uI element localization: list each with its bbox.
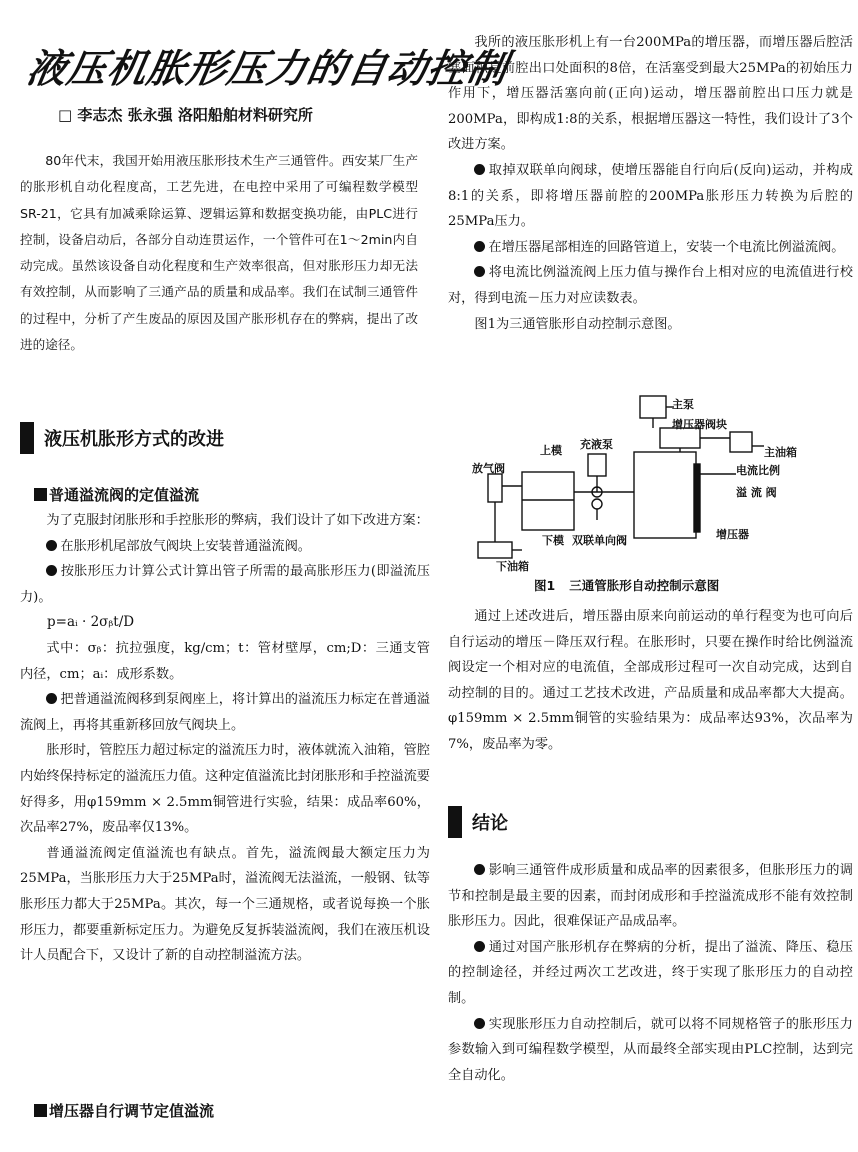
bullet-dot — [474, 241, 485, 252]
die-box — [522, 472, 574, 530]
subsection-1-body — [20, 508, 430, 969]
label-booster-valve-block: 增压器阀块 — [672, 418, 727, 431]
author-mark: □ — [58, 106, 73, 124]
subsection-heading-1 — [34, 484, 199, 505]
subsection-2-body — [448, 30, 853, 337]
paragraph: 普通溢流阀定值溢流也有缺点。首先，溢流阀最大额定压力为25MPa，当胀形压力大于25MPa时，溢流阀无法溢流，一般钢、钛等胀形压力都大于25MPa。其次，每一个三通规格，或者说每换一个胀形压力，都要重新标定压力。为避免反复拆装溢流阀，我们在液压机设计人员配合下，又设计了新的自动控制溢流方法。 — [20, 845, 430, 964]
subsection-title: 普通溢流阀的定值溢流 — [49, 486, 200, 504]
main-tank-box — [730, 432, 752, 452]
article-title: 液压机胀形压力的自动控制 — [23, 47, 512, 92]
booster-valve-block-box — [660, 428, 700, 448]
section-heading-1 — [20, 422, 224, 454]
bullet-item: 取掉双联单向阀球，使增压器能自行向后(反向)运动，并构成8:1的关系，即将增压器前腔的200MPa胀形压力转换为后腔的25MPa压力。 — [448, 162, 853, 230]
bullet-dot — [474, 266, 485, 277]
label-lower-tank: 下油箱 — [496, 560, 529, 572]
bullet-item: 实现胀形压力自动控制后，就可以将不同规格管子的胀形压力参数输入到可编程数学模型，从而最终全部实现由PLC控制，达到完全自动化。 — [448, 1016, 853, 1083]
vent-valve-box — [488, 474, 502, 502]
section-title: 结论 — [472, 813, 508, 834]
section-bar — [20, 422, 34, 454]
author-line — [58, 104, 313, 125]
label-main-pump: 主泵 — [672, 398, 694, 411]
bullet-item: 影响三通管件成形质量和成品率的因素很多，但胀形压力的调节和控制是最主要的因素，而封闭成形和手控溢流成形不能有效控制胀形压力。因此，很难保证产品成品率。 — [448, 863, 853, 930]
paragraph: 图1为三通管胀形自动控制示意图。 — [474, 316, 681, 332]
bullet-item: 通过对国产胀形机存在弊病的分析，提出了溢流、降压、稳压的控制途径，并经过两次工艺改进，终于实现了胀形压力的自动控制。 — [448, 939, 853, 1006]
section-bar — [448, 806, 462, 838]
fill-pump-box — [588, 454, 606, 476]
bullet-item: 按胀形压力计算公式计算出管子所需的最高胀形压力(即溢流压力)。 — [20, 564, 430, 605]
lower-tank-box — [478, 542, 512, 558]
label-proportional-valve-2: 溢 流 阀 — [736, 486, 777, 499]
paragraph: 通过上述改进后，增压器由原来向前运动的单行程变为也可向后自行运动的增压－降压双行程。在胀形时，只要在操作时给比例溢流阀设定一个相对应的电流值，全部成形过程可一次自动完成，达到自动控制的目的。通过工艺技术改进，产品质量和成品率都大大提高。φ159mm × 2.5mm铜管的实验结果为：成品率达93%，次品率为7%，废品率为零。 — [448, 609, 853, 752]
label-proportional-valve-1: 电流比例 — [736, 464, 780, 477]
bullet-dot — [474, 864, 485, 875]
paragraph: 胀形时，管腔压力超过标定的溢流压力时，液体就流入油箱，管腔内始终保持标定的溢流压力值。这种定值溢流比封闭胀形和手控溢流要好得多，用φ159mm × 2.5mm铜管进行实验，结果：成品率60%，次品率27%，废品率仅13%。 — [20, 743, 430, 836]
label-dual-check-valve: 双联单向阀 — [572, 534, 627, 547]
formula: p=aᵢ · 2σᵦt/D — [47, 614, 135, 631]
label-booster: 增压器 — [716, 528, 749, 541]
formula-description: 式中：σᵦ：抗拉强度，kg/cm；t：管材壁厚，cm;D：三通支管内径，cm；aᵢ：成形系数。 — [20, 640, 430, 682]
section-heading-conclusion — [448, 806, 508, 838]
label-main-tank: 主油箱 — [764, 446, 797, 459]
subsection-title: 增压器自行调节定值溢流 — [49, 1102, 215, 1120]
paragraph: 为了克服封闭胀形和手控胀形的弊病，我们设计了如下改进方案： — [46, 513, 429, 528]
label-vent-valve: 放气阀 — [472, 462, 505, 475]
bullet-item: 把普通溢流阀移到泵阀座上，将计算出的溢流压力标定在普通溢流阀上，再将其重新移回放气阀块上。 — [20, 692, 430, 733]
caption-text: 三通管胀形自动控制示意图 — [569, 578, 720, 593]
bullet-dot — [474, 941, 485, 952]
caption-number: 图1 — [534, 578, 556, 593]
heading-square — [34, 488, 47, 501]
bullet-item: 在胀形机尾部放气阀块上安装普通溢流阀。 — [20, 534, 430, 560]
bullet-dot — [474, 164, 485, 175]
label-lower-die: 下模 — [542, 534, 564, 547]
bullet-dot — [46, 693, 57, 704]
paragraph: 我所的液压胀形机上有一台200MPa的增压器，而增压器后腔活塞面积是前腔出口处面积的8倍，在活塞受到最大25MPa的初始压力作用下，增压器活塞向前(正向)运动，增压器前腔出口压力就是200MPa，即构成1:8的关系，根据增压器这一特性，我们设计了3个改进方案。 — [448, 35, 853, 153]
section-title: 液压机胀形方式的改进 — [44, 429, 224, 450]
intro-block — [20, 148, 418, 358]
author-names: 李志杰 张永强 洛阳船舶材料研究所 — [77, 106, 313, 124]
subsection-heading-2 — [34, 1100, 214, 1121]
conclusion-body — [448, 858, 853, 1088]
main-pump-box — [640, 396, 666, 418]
bullet-item: 将电流比例溢流阀上压力值与操作台上相对应的电流值进行校对，得到电流－压力对应读数表。 — [448, 265, 853, 306]
bullet-dot — [46, 540, 57, 551]
label-fill-pump: 充液泵 — [580, 438, 613, 451]
figure-1-diagram — [468, 392, 858, 572]
after-figure-block — [448, 604, 853, 758]
booster-box — [634, 452, 696, 538]
bullet-item: 在增压器尾部相连的回路管道上，安装一个电流比例溢流阀。 — [448, 235, 853, 261]
bullet-dot — [46, 565, 57, 576]
label-upper-die: 上模 — [540, 444, 562, 457]
figure-caption — [534, 576, 719, 594]
intro-paragraph: 80年代末，我国开始用液压胀形技术生产三通管件。西安某厂生产的胀形机自动化程度高，工艺先进，在电控中采用了可编程数学模型SR-21，它具有加减乘除运算、逻辑运算和数据变换功能，由PLC进行控制，设备启动后，各部分自动连贯运作，一个管件可在1～2min内自动完成。虽然该设备自动化程度和生产效率很高，但对胀形压力却无法有效控制，从而影响了三通产品的质量和成品率。我们在试制三通管件的过程中，分析了产生废品的原因及国产胀形机存在的弊病，提出了改进的途径。 — [20, 153, 418, 353]
heading-square — [34, 1104, 47, 1117]
bullet-dot — [474, 1018, 485, 1029]
